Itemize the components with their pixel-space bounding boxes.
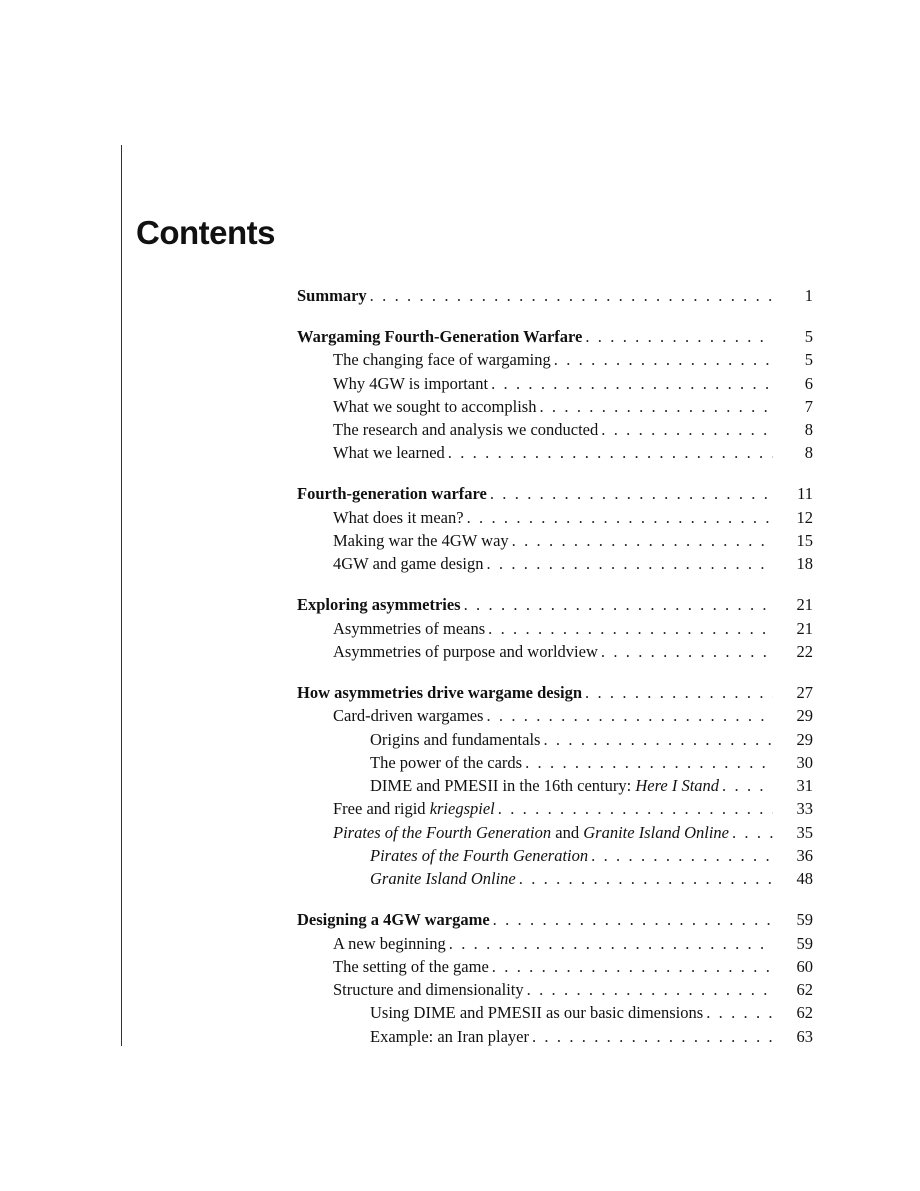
entry-title-part: Card-driven wargames [333, 706, 484, 726]
entry-title [297, 593, 461, 616]
dot-leader [527, 978, 773, 1001]
dot-leader [492, 955, 773, 978]
page-number: 21 [796, 595, 813, 615]
entry-title-italic-part: Here I Stand [635, 776, 720, 796]
toc-section [297, 482, 813, 575]
entry-title-part: Asymmetries of means [333, 618, 486, 638]
dot-leader [488, 617, 773, 640]
toc-chapter-entry[interactable] [297, 482, 813, 505]
page-number: 6 [804, 373, 813, 393]
entry-title-part: Summary [297, 286, 367, 305]
toc-subsection-entry[interactable] [297, 844, 813, 867]
toc-section [297, 908, 813, 1048]
toc-section-entry[interactable] [297, 821, 813, 844]
toc-chapter-entry[interactable] [297, 908, 813, 931]
page-number: 11 [797, 484, 813, 504]
toc-chapter-entry[interactable] [297, 325, 813, 348]
page-number: 15 [796, 531, 813, 551]
entry-title [370, 1001, 703, 1024]
dot-leader [722, 774, 773, 797]
page-number: 59 [796, 910, 813, 930]
entry-title [297, 681, 582, 704]
entry-title-italic-part: Pirates of the Fourth Generation [333, 822, 552, 842]
dot-leader [370, 284, 773, 307]
dot-leader [519, 867, 773, 890]
toc-section-entry[interactable] [297, 506, 813, 529]
entry-title-italic-part: kriegspiel [429, 799, 495, 819]
toc-subsection-entry[interactable] [297, 751, 813, 774]
dot-leader [601, 418, 773, 441]
entry-title [333, 640, 598, 663]
entry-title [333, 978, 524, 1001]
page-number: 62 [796, 980, 813, 1000]
dot-leader [448, 441, 773, 464]
toc-section-entry[interactable] [297, 348, 813, 371]
toc-section-entry[interactable] [297, 372, 813, 395]
margin-rule [121, 145, 122, 1046]
page-number: 29 [796, 706, 813, 726]
dot-leader [601, 640, 773, 663]
entry-title-part: What we sought to accomplish [333, 396, 537, 416]
dot-leader [543, 728, 773, 751]
toc-section-entry[interactable] [297, 395, 813, 418]
toc-subsection-entry[interactable] [297, 728, 813, 751]
dot-leader [464, 593, 773, 616]
toc-section-entry[interactable] [297, 441, 813, 464]
toc-section-entry[interactable] [297, 797, 813, 820]
entry-title [333, 418, 598, 441]
entry-title-part: The research and analysis we conducted [333, 420, 599, 440]
dot-leader [706, 1001, 773, 1024]
dot-leader [512, 529, 773, 552]
entry-title-italic-part: Granite Island Online [583, 822, 729, 842]
entry-title-part: What we learned [333, 443, 445, 463]
toc-section-entry[interactable] [297, 955, 813, 978]
page-number: 48 [796, 869, 813, 889]
entry-title-part: DIME and PMESII in the 16th century: [370, 776, 636, 796]
dot-leader [591, 844, 773, 867]
entry-title-part: Example: an Iran player [370, 1026, 529, 1046]
entry-title-part: What does it mean? [333, 507, 464, 527]
page-number: 30 [796, 752, 813, 772]
toc-section-entry[interactable] [297, 529, 813, 552]
page-number: 27 [796, 682, 813, 702]
entry-title-part: A new beginning [333, 933, 446, 953]
toc-section [297, 325, 813, 465]
page-number: 5 [804, 326, 813, 346]
page-number: 59 [796, 933, 813, 953]
entry-title-part: Using DIME and PMESII as our basic dimensions [370, 1003, 704, 1023]
entry-title [297, 325, 582, 348]
entry-title [333, 932, 446, 955]
entry-title [333, 395, 536, 418]
page-number: 60 [796, 956, 813, 976]
dot-leader [486, 704, 773, 727]
page-number: 21 [796, 618, 813, 638]
entry-title [297, 284, 367, 307]
dot-leader [554, 348, 773, 371]
page-number: 7 [804, 396, 813, 416]
toc-section-entry[interactable] [297, 704, 813, 727]
entry-title [333, 441, 445, 464]
dot-leader [585, 681, 773, 704]
toc-chapter-entry[interactable] [297, 284, 813, 307]
table-of-contents [297, 284, 813, 1066]
page-number: 8 [804, 420, 813, 440]
toc-section-entry[interactable] [297, 418, 813, 441]
dot-leader [493, 908, 773, 931]
dot-leader [449, 932, 773, 955]
entry-title-part: Free and rigid [333, 799, 430, 819]
page-number: 31 [796, 776, 813, 796]
dot-leader [532, 1025, 773, 1048]
entry-title [333, 955, 489, 978]
entry-title-part: 4GW and game design [333, 554, 484, 574]
dot-leader [539, 395, 773, 418]
entry-title-italic-part: Granite Island Online [370, 869, 516, 889]
entry-title [333, 348, 551, 371]
entry-title-part: Why 4GW is important [333, 373, 489, 393]
entry-title-part: The setting of the game [333, 956, 489, 976]
toc-section-entry[interactable] [297, 552, 813, 575]
entry-title [370, 774, 719, 797]
entry-title [333, 552, 483, 575]
entry-title-part: Exploring asymmetries [297, 595, 461, 615]
dot-leader [732, 821, 773, 844]
page-number: 1 [804, 286, 813, 305]
dot-leader [467, 506, 773, 529]
toc-subsection-entry[interactable] [297, 867, 813, 890]
entry-title-part: Fourth-generation warfare [297, 484, 487, 504]
entry-title-part: and [551, 822, 584, 842]
entry-title-part: Asymmetries of purpose and worldview [333, 641, 598, 661]
toc-subsection-entry[interactable] [297, 774, 813, 797]
page-number: 36 [796, 845, 813, 865]
entry-title-part: Origins and fundamentals [370, 729, 541, 749]
toc-section-entry[interactable] [297, 978, 813, 1001]
entry-title [297, 482, 487, 505]
entry-title [333, 704, 483, 727]
entry-title-italic-part: Pirates of the Fourth Generation [370, 845, 589, 865]
toc-subsection-entry[interactable] [297, 1025, 813, 1048]
page-number: 18 [796, 554, 813, 574]
toc-section-entry[interactable] [297, 617, 813, 640]
page-number: 8 [804, 443, 813, 463]
entry-title [297, 908, 490, 931]
page-number: 33 [796, 799, 813, 819]
entry-title [333, 821, 729, 844]
entry-title-part: Making war the 4GW way [333, 531, 509, 551]
dot-leader [486, 552, 773, 575]
dot-leader [525, 751, 773, 774]
page-number: 22 [796, 641, 813, 661]
dot-leader [491, 372, 773, 395]
entry-title [333, 797, 495, 820]
toc-section [297, 284, 813, 307]
entry-title [333, 506, 464, 529]
toc-section [297, 593, 813, 663]
entry-title [370, 867, 516, 890]
page-number: 63 [796, 1026, 813, 1046]
toc-subsection-entry[interactable] [297, 1001, 813, 1024]
page-number: 12 [796, 507, 813, 527]
toc-chapter-entry[interactable] [297, 681, 813, 704]
entry-title-part: Designing a 4GW wargame [297, 910, 490, 930]
entry-title [333, 529, 509, 552]
page-number: 5 [804, 350, 813, 370]
page-number: 29 [796, 729, 813, 749]
toc-section-entry[interactable] [297, 932, 813, 955]
entry-title-part: Structure and dimensionality [333, 980, 524, 1000]
dot-leader [498, 797, 773, 820]
entry-title [333, 372, 488, 395]
dot-leader [585, 325, 773, 348]
entry-title [333, 617, 485, 640]
entry-title [370, 844, 588, 867]
entry-title [370, 728, 540, 751]
toc-section-entry[interactable] [297, 640, 813, 663]
toc-section [297, 681, 813, 891]
page-title: Contents [136, 214, 275, 251]
entry-title-part: How asymmetries drive wargame design [297, 682, 583, 702]
page-number: 62 [796, 1003, 813, 1023]
entry-title-part: The changing face of wargaming [333, 350, 551, 370]
entry-title-part: The power of the cards [370, 752, 523, 772]
dot-leader [490, 482, 773, 505]
page-number: 35 [796, 822, 813, 842]
toc-chapter-entry[interactable] [297, 593, 813, 616]
entry-title-part: Wargaming Fourth-Generation Warfare [297, 326, 583, 346]
entry-title [370, 1025, 529, 1048]
entry-title [370, 751, 522, 774]
